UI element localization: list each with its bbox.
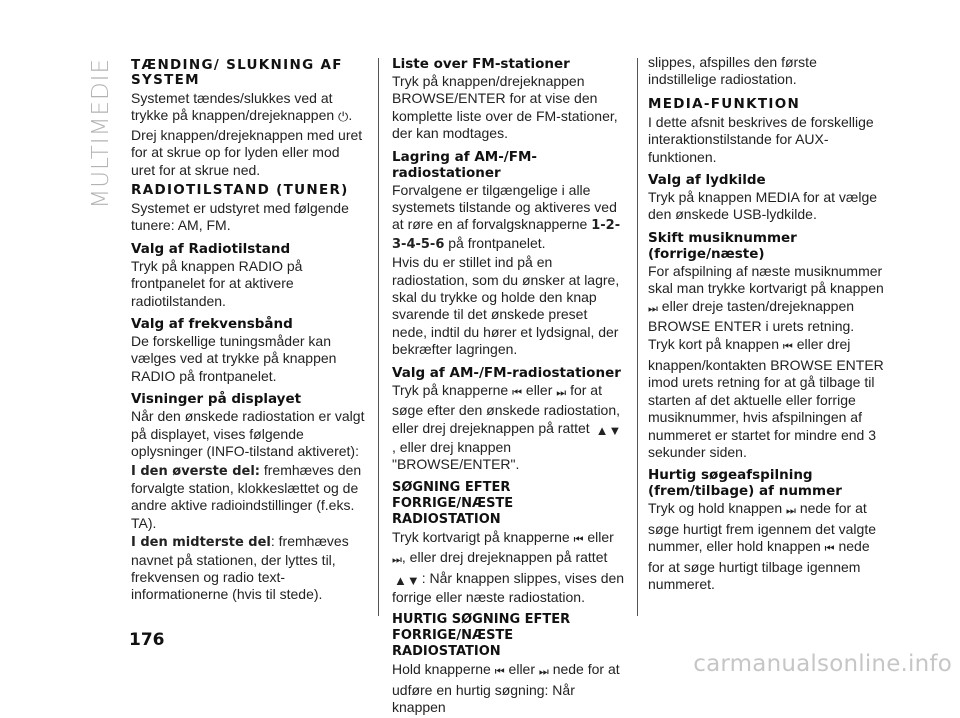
text: Tryk og hold knappen [648,500,783,517]
column-3 [648,54,886,594]
power-icon: ⏻ [338,109,349,125]
paragraph [392,182,626,254]
next-track-icon: ⏭ [556,386,565,399]
text: fremhæves den forvalgte station, klokkeslættet og de andre aktive radioindstillinger (f.eks. TA). [131,461,362,531]
paragraph: Hvis du er stillet ind på en radiostation, som du ønsker at lagre, skal du trykke og holde den knap svarende til det ønskede preset nede, indtil du hører et lydsignal, der bekræfter lagringen. [392,254,620,358]
text: nede for at udføre en hurtig søgning: Når knappen [392,661,620,716]
heading-media-funktion: MEDIA-FUNKTION [648,95,801,112]
previous-track-icon: ⏮ [512,386,521,399]
paragraph: Tryk på knappen/drejeknappen BROWSE/ENTER for at vise den komplette liste over de FM-stationer, der kan modtages. [392,73,618,142]
heading-frekvensbaand: Valg af frekvensbånd [131,316,293,333]
heading-hurtig-sogning: HURTIG SØGNING EFTER FORRIGE/NÆSTE RADIOSTATION [392,612,571,660]
text: eller dreje tasten/drejeknappen BROWSE ENTER i urets retning. [648,297,855,335]
heading-liste-fm: Liste over FM-stationer [392,56,570,72]
text: , eller drej knappen "BROWSE/ENTER". [392,438,520,473]
text: eller drej knappen/kontakten BROWSE ENTER imod urets retning for at gå tilbage til starten af det aktuelle eller forrige musiknummer, hvis afspilningen af nummeret er startet for mindre end 3 sekunder siden. [648,336,884,460]
text: for at søge efter den ønskede radiostation, eller drej drejeknappen på rattet [392,381,621,436]
paragraph [131,533,367,604]
text: For afspilning af næste musiknummer skal man trykke kortvarigt på knappen [648,262,884,297]
next-track-icon: ⏭ [538,666,547,679]
paragraph [648,500,886,593]
text: Systemet tændes/slukkes ved at trykke på knappen/drejeknappen [131,90,335,124]
watermark: carmanualsonline.info [693,651,952,677]
page-number: 176 [129,630,165,650]
paragraph [392,382,626,474]
paragraph: slippes, afspilles den første indstillelige radiostation. [648,54,817,88]
heading-radiotilstand: RADIOTILSTAND (TUNER) [131,182,349,199]
text: , eller drej drejeknappen på rattet [401,549,608,566]
heading-taending: TÆNDING/ SLUKNING AF SYSTEM [131,57,343,88]
text: . [348,107,353,124]
heading-hurtig-soegeafspilning: Hurtig søgeafspilning (frem/tilbage) af nummer [648,467,842,500]
column-divider [637,58,638,616]
column-1 [131,54,367,605]
next-track-icon: ⏭ [648,302,656,315]
paragraph [131,462,367,533]
text: : fremhæves navnet på stationen, der lyttes til, frekvensen og radio text-informationerne (hvis til stede). [131,533,349,603]
paragraph: Tryk på knappen RADIO på frontpanelet for at aktivere radiotilstanden. [131,257,303,309]
paragraph: Drej knappen/drejeknappen med uret for at skrue op for lyden eller mod uret for at skrue ned. [131,126,363,178]
previous-track-icon: ⏮ [573,533,582,546]
text: Forvalgene er tilgængelige i alle systemets tilstande og aktiveres ved at røre en af forvalgsknapperne [392,181,617,233]
paragraph: Når den ønskede radiostation er valgt på displayet, vises følgende oplysninger (INFO-tilstand aktiveret): [131,408,365,460]
paragraph: I dette afsnit beskrives de forskellige interaktionstilstande for AUX-funktionen. [648,113,874,165]
text: Tryk kortvarigt på knapperne [392,528,570,545]
chapter-sideband: MULTIMEDIE [88,58,114,209]
previous-track-icon: ⏮ [494,666,503,679]
bold-label: I den øverste del: [131,463,260,479]
text: Tryk kort på knappen [648,336,779,353]
next-track-icon: ⏭ [392,554,400,567]
heading-visninger: Visninger på displayet [131,391,302,408]
steering-knob-icon: ▲▼ [595,422,622,438]
heading-valg-amfm: Valg af AM-/FM-radiostationer [392,364,621,381]
bold-label: I den midterste del [131,535,271,551]
paragraph [131,90,367,126]
heading-lydkilde: Valg af lydkilde [648,172,766,189]
text: eller [587,528,614,545]
text: nede for at søge hurtigt tilbage igennem nummeret. [648,538,870,592]
paragraph: Systemet er udstyret med følgende tunere: AM, FM. [131,200,349,234]
text: nede for at søge hurtigt frem igennem det valgte nummer, eller hold knappen [648,500,877,555]
paragraph [648,263,886,336]
previous-track-icon: ⏮ [824,543,833,556]
paragraph [648,336,886,461]
text: på frontpanelet. [444,234,546,251]
column-divider [378,58,379,616]
heading-valg-radio: Valg af Radiotilstand [131,240,291,257]
heading-sogning: SØGNING EFTER FORRIGE/NÆSTE RADIOSTATION [392,479,514,527]
text: eller [525,381,553,398]
steering-knob-icon: ▲▼ [394,572,420,588]
paragraph [392,661,626,716]
text: Hold knapperne [392,661,491,678]
paragraph [392,529,626,607]
heading-skift-musiknummer: Skift musiknummer (forrige/næste) [648,229,797,262]
previous-track-icon: ⏮ [782,341,791,354]
text: eller [508,661,536,678]
heading-lagring: Lagring af AM-/FM-radiostationer [392,148,537,181]
preset-keys: 1-2-3-4-5-6 [392,218,621,252]
paragraph: Tryk på knappen MEDIA for at vælge den ønskede USB-lydkilde. [648,189,878,223]
text: : Når knappen slippes, vises den forrige eller næste radiostation. [392,569,625,605]
paragraph: De forskellige tuningsmåder kan vælges ved at trykke på knappen RADIO på frontpanelet. [131,333,337,384]
text: Tryk på knapperne [392,381,509,398]
column-2 [392,54,626,718]
next-track-icon: ⏭ [786,505,794,518]
